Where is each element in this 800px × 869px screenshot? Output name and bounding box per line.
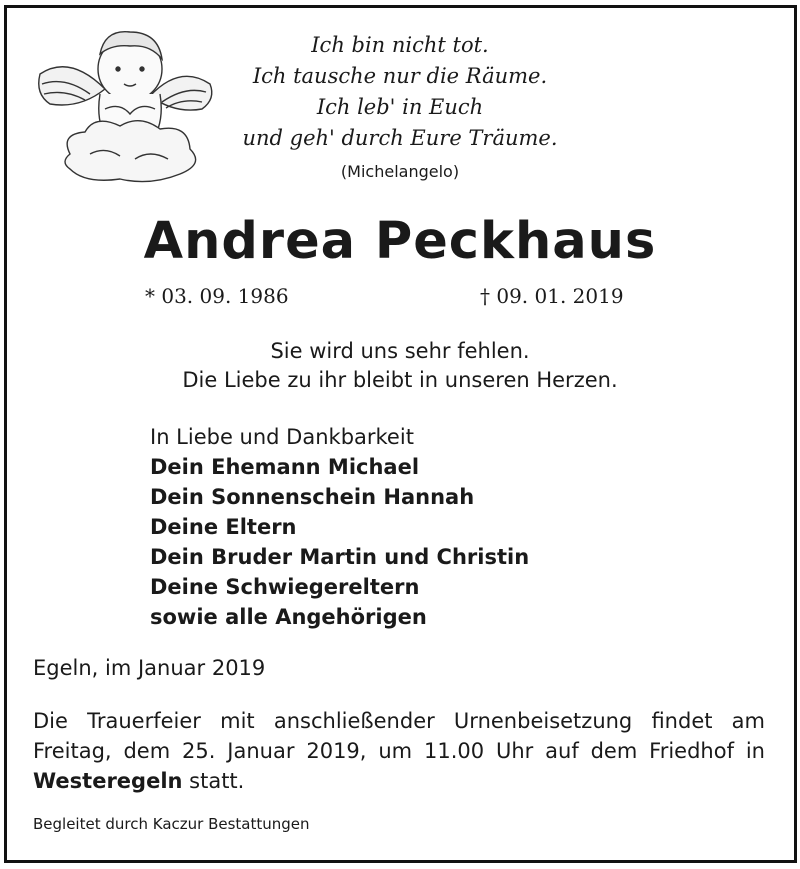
ceremony-part-1: Die Trauerfeier mit anschließender Urnenbeisetzung findet am Freitag, dem 25. Januar 2019, um 11.00 Uhr auf dem Friedhof in [33, 709, 765, 763]
ceremony-text [33, 706, 765, 796]
deceased-name: Andrea Peckhaus [143, 212, 657, 271]
poem-line-4: und geh' durch Eure Träume. [242, 126, 558, 150]
angel-illustration [30, 14, 220, 194]
signatory-3: Deine Eltern [150, 515, 297, 539]
ceremony-part-2: statt. [182, 769, 245, 793]
poem-line-1: Ich bin nicht tot. [311, 33, 489, 57]
poem-line-2: Ich tausche nur die Räume. [252, 64, 548, 88]
poem-author: (Michelangelo) [340, 162, 460, 181]
message-line-2: Die Liebe zu ihr bleibt in unseren Herzen. [182, 368, 618, 392]
place-date: Egeln, im Januar 2019 [33, 656, 266, 680]
ceremony-place: Westeregeln [33, 769, 183, 793]
birth-date: * 03. 09. 1986 [145, 284, 289, 308]
signatories-intro: In Liebe und Dankbarkeit [150, 425, 414, 449]
signatory-5: Deine Schwiegereltern [150, 575, 420, 599]
footer-note: Begleitet durch Kaczur Bestattungen [33, 815, 310, 833]
signatory-6: sowie alle Angehörigen [150, 605, 427, 629]
death-date: † 09. 01. 2019 [480, 284, 624, 308]
message-line-1: Sie wird uns sehr fehlen. [270, 339, 530, 363]
poem-line-3: Ich leb' in Euch [316, 95, 484, 119]
signatory-4: Dein Bruder Martin und Christin [150, 545, 530, 569]
signatory-2: Dein Sonnenschein Hannah [150, 485, 475, 509]
signatory-1: Dein Ehemann Michael [150, 455, 420, 479]
